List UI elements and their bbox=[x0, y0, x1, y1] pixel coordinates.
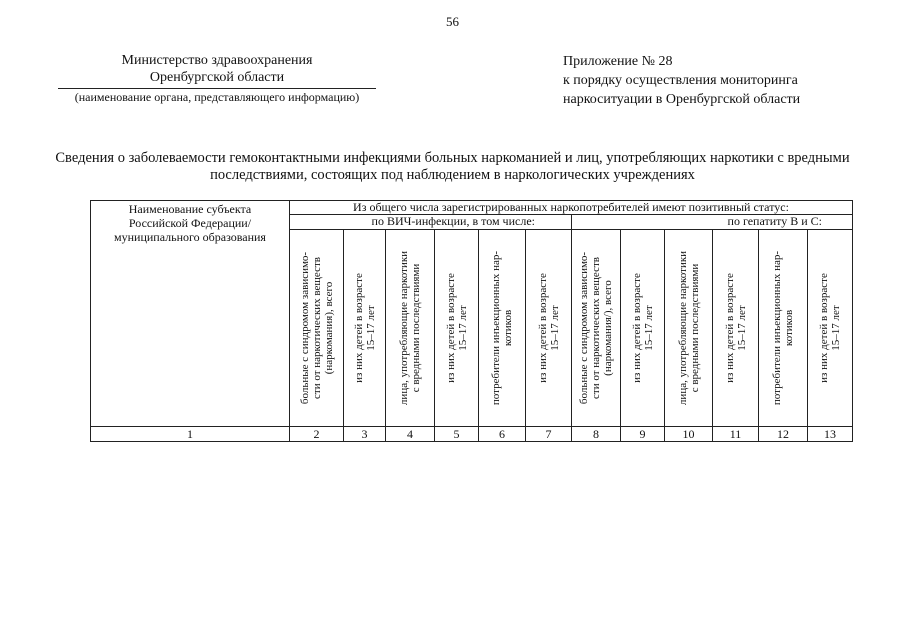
organization-block bbox=[52, 52, 382, 104]
hiv-group-header: по ВИЧ-инфекции, в том числе: bbox=[290, 215, 572, 230]
column-header-line: лица, употребляющие наркотики bbox=[676, 250, 689, 406]
column-header bbox=[621, 230, 665, 427]
document-title-line2: последствиями, состоящих под наблюдением в наркологических учреждениях bbox=[210, 167, 695, 183]
appendix-subtitle-line1: к порядку осуществления мониторинга bbox=[563, 73, 798, 88]
column-header-line: больные с синдромом зависимо- bbox=[298, 251, 311, 405]
appendix-subtitle-line2: наркоситуации в Оренбургской области bbox=[563, 92, 801, 107]
organization-underline bbox=[58, 88, 376, 89]
column-header-line: 15–17 лет bbox=[735, 305, 748, 351]
document-title-line1: Сведения о заболеваемости гемоконтактными инфекциями больных наркоманией и лиц, употребляющих наркотики с вредными bbox=[55, 150, 850, 166]
column-header-line: 15–17 лет bbox=[456, 305, 469, 351]
name-header-line3: муниципального образования bbox=[114, 230, 266, 244]
column-number: 1 bbox=[91, 427, 290, 442]
column-number: 5 bbox=[435, 427, 479, 442]
name-column-header bbox=[91, 201, 290, 427]
name-header-line1: Наименование субъекта bbox=[128, 202, 252, 216]
column-header-line: из них детей в возрасте bbox=[723, 273, 736, 383]
column-number: 3 bbox=[344, 427, 386, 442]
column-header-line: котиков bbox=[502, 309, 514, 347]
column-number: 4 bbox=[386, 427, 435, 442]
hepatitis-group-header: по гепатиту В и С: bbox=[572, 215, 853, 230]
column-number: 2 bbox=[290, 427, 344, 442]
column-header bbox=[435, 230, 479, 427]
column-number: 10 bbox=[665, 427, 713, 442]
column-number: 7 bbox=[526, 427, 572, 442]
column-number: 9 bbox=[621, 427, 665, 442]
column-number-row bbox=[91, 427, 853, 442]
column-header bbox=[479, 230, 526, 427]
column-number: 6 bbox=[479, 427, 526, 442]
column-header-line: с вредными последствиями bbox=[410, 263, 422, 393]
column-header-line: больные с синдромом зависимо- bbox=[578, 251, 590, 405]
organization-name-line2: Оренбургской области bbox=[149, 70, 285, 85]
column-number: 8 bbox=[572, 427, 621, 442]
column-header-line: котиков bbox=[783, 309, 795, 347]
column-header bbox=[759, 230, 808, 427]
column-header bbox=[526, 230, 572, 427]
organization-name-line1: Министерство здравоохранения bbox=[121, 53, 313, 68]
column-number: 12 bbox=[759, 427, 808, 442]
report-table bbox=[90, 200, 853, 442]
organization-caption: (наименование органа, представляющего информацию) bbox=[74, 90, 360, 104]
column-number: 13 bbox=[808, 427, 853, 442]
column-number: 11 bbox=[713, 427, 759, 442]
column-header-line: лица, употребляющие наркотики bbox=[398, 250, 410, 406]
column-header bbox=[808, 230, 853, 427]
column-header-line: 15–17 лет bbox=[642, 305, 655, 351]
column-header bbox=[713, 230, 759, 427]
column-header bbox=[665, 230, 713, 427]
document-title bbox=[30, 150, 875, 184]
column-header bbox=[386, 230, 435, 427]
column-header-line: из них детей в возрасте bbox=[536, 273, 549, 383]
column-header-line: из них детей в возрасте bbox=[444, 273, 457, 383]
column-header-line: (наркомания/), всего bbox=[602, 280, 614, 376]
column-header-line: потребители инъекционных нар- bbox=[771, 250, 783, 406]
column-header bbox=[290, 230, 344, 427]
column-header-line: из них детей в возрасте bbox=[352, 273, 365, 383]
column-header-line: сти от наркотических веществ bbox=[310, 257, 323, 399]
column-header-line: из них детей в возрасте bbox=[818, 273, 830, 383]
column-header-line: 15–17 лет bbox=[364, 305, 377, 351]
column-header bbox=[344, 230, 386, 427]
column-header-line: 15–17 лет bbox=[548, 305, 561, 351]
name-header-line2: Российской Федерации/ bbox=[128, 216, 252, 230]
column-header-line: 15–17 лет bbox=[830, 305, 842, 351]
appendix-block bbox=[563, 52, 883, 109]
column-header-line: потребители инъекционных нар- bbox=[490, 250, 502, 406]
positive-status-group-header: Из общего числа зарегистрированных наркопотребителей имеют позитивный статус: bbox=[290, 201, 853, 215]
column-header bbox=[572, 230, 621, 427]
column-header-line: сти от наркотических веществ bbox=[590, 257, 602, 399]
column-header-line: (наркомания), всего bbox=[322, 281, 335, 375]
column-header-line: с вредными последствиями bbox=[688, 263, 701, 393]
column-header-line: из них детей в возрасте bbox=[630, 273, 643, 383]
appendix-number: Приложение № 28 bbox=[563, 54, 673, 69]
header-row-top bbox=[91, 201, 853, 215]
page-number: 56 bbox=[446, 14, 459, 29]
